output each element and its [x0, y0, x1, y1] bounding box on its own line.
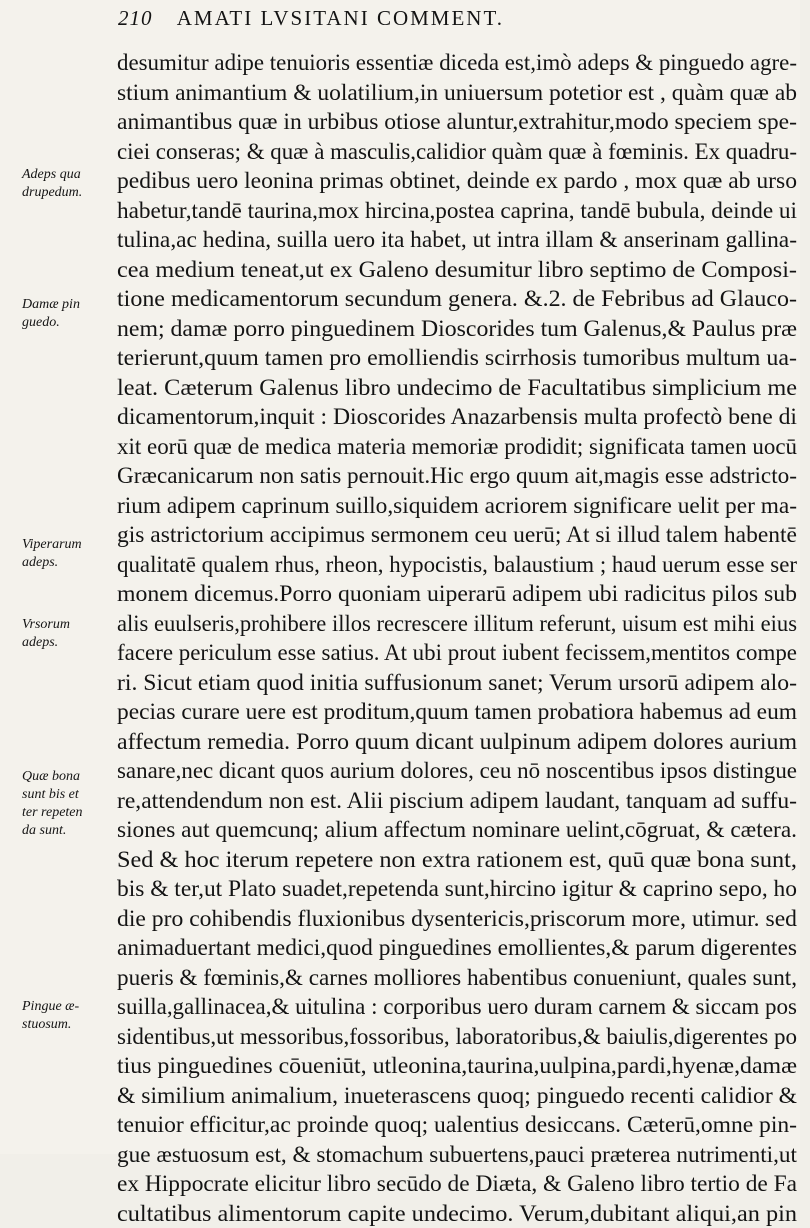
text-line: bis & ter,ut Plato suadet,repetenda sunt,hircino igitur & caprino sepo, ho	[117, 874, 800, 904]
text-line: cultatibus alimentorum capite undecimo. Verum,dubitant aliqui,an pin	[117, 1199, 800, 1228]
text-line: tione medicamentorum secundum genera. &.2. de Febribus ad Glauco-	[117, 284, 800, 314]
text-line: nem; damæ porro pinguedinem Dioscorides tum Galenus,& Paulus præ	[117, 314, 800, 344]
text-line: monem dicemus.Porro quoniam uiperarū adipem ubi radicitus pilos sub	[117, 579, 800, 609]
text-line: ex Hippocrate elicitur libro secūdo de Diæta, & Galeno libro tertio de Fa	[117, 1169, 800, 1199]
text-line: leat. Cæterum Galenus libro undecimo de Facultatibus simplicium me	[117, 373, 800, 403]
text-line: die pro cohibendis fluxionibus dysentericis,priscorum more, utimur. sed	[117, 904, 800, 934]
text-line: ciei conseras; & quæ à masculis,calidior quàm quæ à fœminis. Ex quadru-	[117, 137, 800, 167]
marginal-line: guedo.	[22, 314, 116, 332]
text-line: tius pinguedines cōueniūt, utleonina,taurina,uulpina,pardi,hyenæ,damæ	[117, 1051, 800, 1081]
marginal-line: Adeps qua	[22, 166, 116, 184]
text-line: ri. Sicut etiam quod initia suffusionum sanet; Verum ursorū adipem alo-	[117, 668, 800, 698]
marginal-line: adeps.	[22, 634, 116, 652]
marginal-line: stuosum.	[22, 1016, 116, 1034]
text-line: qualitatē qualem rhus, rheon, hypocistis, balaustium ; haud uerum esse ser	[117, 550, 800, 580]
text-line: animaduertant medici,quod pinguedines emollientes,& parum digerentes	[117, 933, 800, 963]
main-text-block	[117, 48, 800, 1228]
text-line: habetur,tandē taurina,mox hircina,postea caprina, tandē bubula, deinde ui	[117, 196, 800, 226]
text-line: gue æstuosum est, & stomachum subuertens,pauci præterea nutrimenti,ut	[117, 1140, 800, 1170]
marginal-note-viperarum-adeps	[22, 536, 116, 572]
page-header	[118, 6, 798, 31]
marginal-note-ursorum-adeps	[22, 616, 116, 652]
text-line: pueris & fœminis,& carnes molliores habentibus conueniunt, quales sunt,	[117, 963, 800, 993]
text-line: terierunt,quum tamen pro emolliendis scirrhosis tumoribus multum ua-	[117, 343, 800, 373]
page-number: 210	[118, 6, 153, 30]
text-line: facere periculum esse satius. At ubi prout iubent fecissem,mentitos compe	[117, 638, 800, 668]
text-line: siones aut quemcunq; alium affectum nominare uelint,cōgruat, & cætera.	[117, 815, 800, 845]
running-title: AMATI LVSITANI COMMENT.	[177, 6, 504, 30]
marginal-line: adeps.	[22, 554, 116, 572]
marginal-line: Pingue æ-	[22, 998, 116, 1016]
marginal-note-damae-pinguedo	[22, 296, 116, 332]
marginal-line: Viperarum	[22, 536, 116, 554]
text-line: suilla,gallinacea,& uitulina : corporibus uero duram carnem & siccam pos	[117, 992, 800, 1022]
text-line: sanare,nec dicant quos aurium dolores, ceu nō noscentibus ipsos distingue	[117, 756, 800, 786]
text-line: dicamentorum,inquit : Dioscorides Anazarbensis multa profectò bene di	[117, 402, 800, 432]
marginal-line: Vrsorum	[22, 616, 116, 634]
text-line: & similium animalium, inueterascens quoq; pinguedo recenti calidior &	[117, 1081, 800, 1111]
text-line: Sed & hoc iterum repetere non extra rationem est, quū quæ bona sunt,	[117, 845, 800, 875]
text-line: cea medium teneat,ut ex Galeno desumitur libro septimo de Composi-	[117, 255, 800, 285]
text-line: sidentibus,ut messoribus,fossoribus, laboratoribus,& baiulis,digerentes po	[117, 1022, 800, 1052]
text-line: affectum remedia. Porro quum dicant uulpinum adipem dolores aurium	[117, 727, 800, 757]
marginal-line: ter repeten	[22, 804, 116, 822]
marginal-line: drupedum.	[22, 184, 116, 202]
marginal-line: Quæ bona	[22, 768, 116, 786]
text-line: tulina,ac hedina, suilla uero ita habet, ut intra illam & anserinam gallina-	[117, 225, 800, 255]
text-line: animantibus quæ in urbibus otiose aluntur,extrahitur,modo speciem spe-	[117, 107, 800, 137]
marginal-line: da sunt.	[22, 822, 116, 840]
text-line: pedibus uero leonina primas obtinet, deinde ex pardo , mox quæ ab urso	[117, 166, 800, 196]
text-line: desumitur adipe tenuioris essentiæ diceda est,imò adeps & pinguedo agre-	[117, 48, 800, 78]
marginal-note-pingue-aestuosum	[22, 998, 116, 1034]
text-line: re,attendendum non est. Alii piscium adipem laudant, tanquam ad suffu-	[117, 786, 800, 816]
text-line: xit eorū quæ de medica materia memoriæ prodidit; significata tamen uocū	[117, 432, 800, 462]
text-line: tenuior efficitur,ac proinde quoq; ualentius desiccans. Cæterū,omne pin-	[117, 1110, 800, 1140]
text-line: Græcanicarum non satis pernouit.Hic ergo quum ait,magis esse adstricto-	[117, 461, 800, 491]
marginal-note-quae-bona-sunt	[22, 768, 116, 840]
text-line: gis astrictorium accipimus sermonem ceu uerū; At si illud talem habentē	[117, 520, 800, 550]
text-line: rium adipem caprinum suillo,siquidem acriorem significare uelit per ma-	[117, 491, 800, 521]
text-line: stium animantium & uolatilium,in uniuersum potetior est , quàm quæ ab	[117, 78, 800, 108]
marginal-line: sunt bis et	[22, 786, 116, 804]
text-line: alis euulseris,prohibere illos recrescere illitum referunt, uisum est mihi eius	[117, 609, 800, 639]
marginal-line: Damæ pin	[22, 296, 116, 314]
marginal-note-adeps-quadrupedum	[22, 166, 116, 202]
text-line: pecias curare uere est proditum,quum tamen probatiora habemus ad eum	[117, 697, 800, 727]
